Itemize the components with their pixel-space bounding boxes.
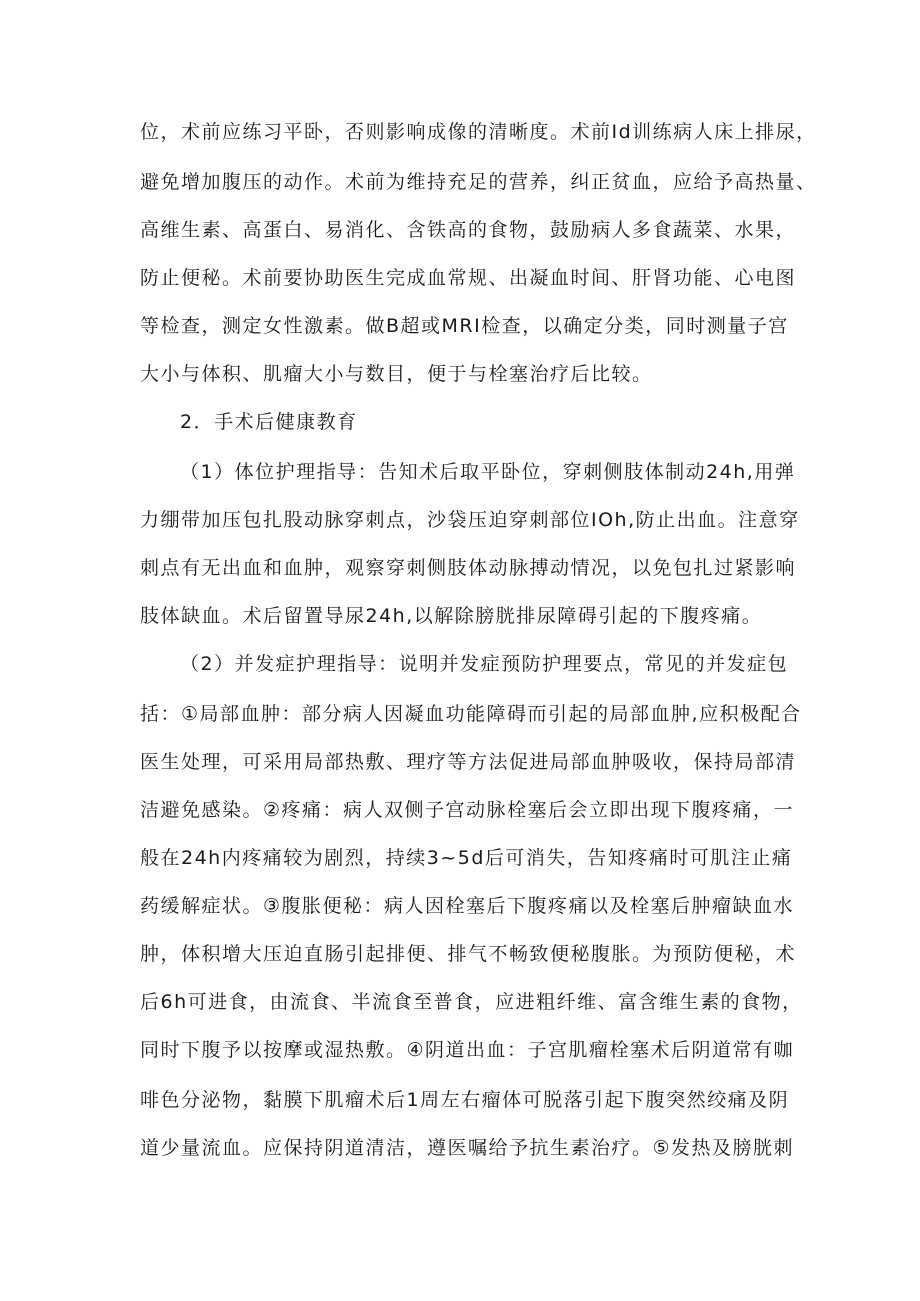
text-line: 医生处理，可采用局部热敷、理疗等方法促进局部血肿吸收，保持局部清 bbox=[140, 751, 797, 773]
text-line: 啡色分泌物，黏膜下肌瘤术后1周左右瘤体可脱落引起下腹突然绞痛及阴 bbox=[140, 1089, 790, 1111]
text-line: 括：①局部血肿：部分病人因凝血功能障碍而引起的局部血肿,应积极配合 bbox=[140, 703, 802, 725]
text-line: 肢体缺血。术后留置导尿24h,以解除膀胱排尿障碍引起的下腹疼痛。 bbox=[140, 605, 763, 627]
text-line: 刺点有无出血和血肿，观察穿刺侧肢体动脉搏动情况，以免包扎过紧影响 bbox=[140, 557, 797, 579]
text-line: 般在24h内疼痛较为剧烈，持续3~5d后可消失，告知疼痛时可肌注止痛 bbox=[140, 847, 793, 869]
text-line: 力绷带加压包扎股动脉穿刺点，沙袋压迫穿刺部位IOh,防止出血。注意穿 bbox=[140, 509, 800, 531]
text-line: 等检查，测定女性激素。做B超或MRI检查，以确定分类，同时测量子宫 bbox=[140, 315, 789, 337]
text-line: 药缓解症状。③腹胀便秘：病人因栓塞后下腹疼痛以及栓塞后肿瘤缺血水 bbox=[140, 895, 795, 917]
text-line: 位，术前应练习平卧，否则影响成像的清晰度。术前Id训练病人床上排尿， bbox=[140, 121, 817, 143]
text-line: 避免增加腹压的动作。术前为维持充足的营养，纠正贫血，应给予高热量、 bbox=[140, 171, 817, 193]
text-line: 后6h可进食，由流食、半流食至普食，应进粗纤维、富含维生素的食物， bbox=[140, 991, 803, 1013]
text-line: 大小与体积、肌瘤大小与数目，便于与栓塞治疗后比较。 bbox=[140, 363, 653, 385]
text-line: 道少量流血。应保持阴道清洁，遵医嘱给予抗生素治疗。⑤发热及膀胱刺 bbox=[140, 1137, 795, 1159]
section-heading: 2．手术后健康教育 bbox=[180, 411, 358, 433]
text-line: 肿，体积增大压迫直肠引起排便、排气不畅致便秘腹胀。为预防便秘，术 bbox=[140, 943, 797, 965]
text-line: 洁避免感染。②疼痛：病人双侧子宫动脉栓塞后会立即出现下腹疼痛，一 bbox=[140, 799, 795, 821]
text-line: 防止便秘。术前要协助医生完成血常规、出凝血时间、肝肾功能、心电图 bbox=[140, 267, 797, 289]
text-line: 高维生素、高蛋白、易消化、含铁高的食物，鼓励病人多食蔬菜、水果， bbox=[140, 219, 797, 241]
text-line: 同时下腹予以按摩或湿热敷。④阴道出血：子宫肌瘤栓塞术后阴道常有咖 bbox=[140, 1039, 795, 1061]
paragraph-first-line: （2）并发症护理指导：说明并发症预防护理要点，常见的并发症包 bbox=[180, 653, 789, 675]
paragraph-first-line: （1）体位护理指导：告知术后取平卧位，穿刺侧肢体制动24h,用弹 bbox=[180, 461, 796, 483]
